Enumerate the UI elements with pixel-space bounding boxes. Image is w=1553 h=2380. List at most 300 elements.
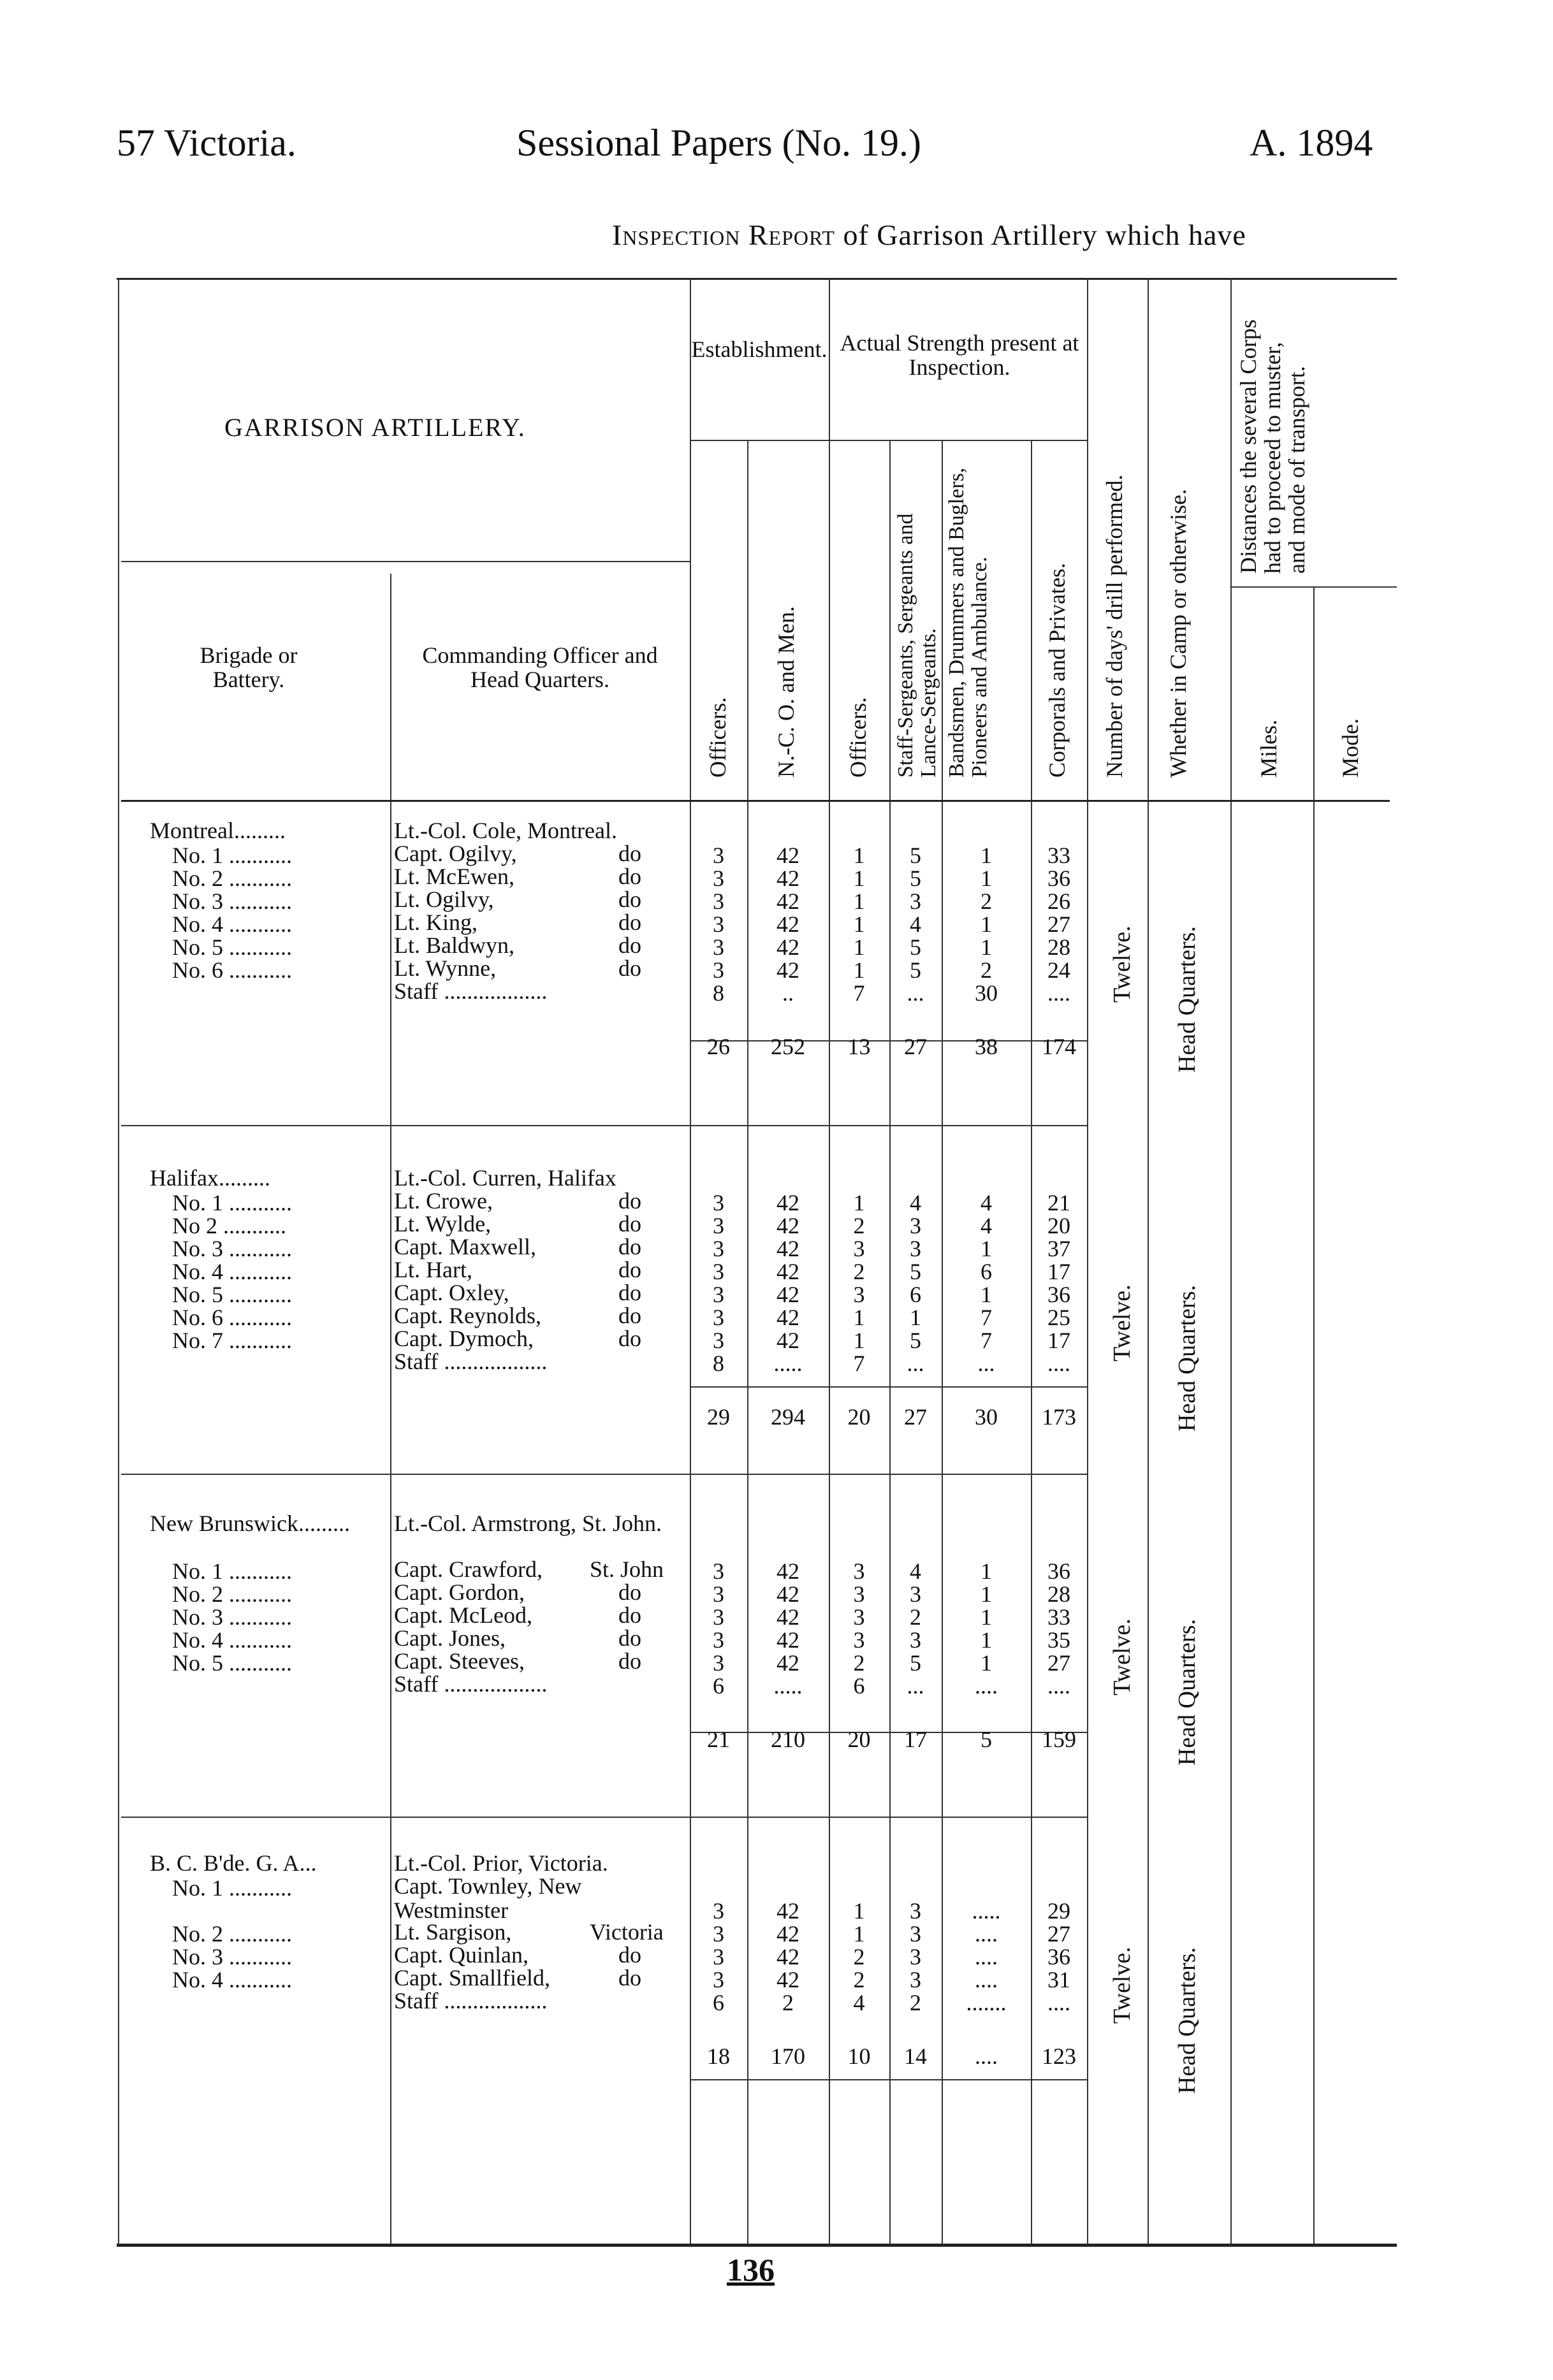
cell-ss: 5 bbox=[910, 843, 921, 868]
cell-ao: 1 bbox=[853, 1328, 865, 1353]
unit-label: No. 4 ........... bbox=[172, 911, 292, 937]
corporals-header: Corporals and Privates. bbox=[1044, 563, 1070, 778]
subtitle-rest: of Garrison Artillery which have bbox=[843, 219, 1246, 251]
cell-eo: 3 bbox=[713, 934, 724, 960]
cell-cp: .... bbox=[1047, 1673, 1070, 1699]
cell-eo: 3 bbox=[713, 889, 724, 914]
running-header-left: 57 Victoria. bbox=[117, 122, 296, 164]
officer-name: Lt. McEwen, bbox=[394, 865, 514, 889]
total-rule-bc bbox=[690, 2079, 1087, 2080]
cell-bd: .... bbox=[975, 1967, 998, 1992]
cell-bd: 1 bbox=[981, 1236, 992, 1261]
total-en: 294 bbox=[771, 1404, 805, 1430]
cell-ss: ... bbox=[907, 1351, 924, 1376]
officer-place: do bbox=[618, 1625, 641, 1651]
officer-name: Capt. Reynolds, bbox=[394, 1304, 541, 1328]
miles-header: Miles. bbox=[1256, 719, 1281, 778]
cell-bd: 30 bbox=[975, 980, 998, 1006]
total-eo: 29 bbox=[707, 1404, 730, 1430]
group-name: Montreal......... bbox=[150, 819, 286, 843]
officer-name: Capt. Oxley, bbox=[394, 1281, 509, 1305]
cell-en: 42 bbox=[776, 1921, 799, 1947]
officer-name: Capt. Ogilvy, bbox=[394, 842, 517, 866]
cell-en: 42 bbox=[776, 1967, 799, 1992]
cell-ss: 4 bbox=[910, 1558, 921, 1584]
unit-label: No. 1 ........... bbox=[172, 843, 292, 868]
cell-eo: 3 bbox=[713, 1944, 724, 1970]
cell-en: 42 bbox=[776, 1328, 799, 1353]
cell-eo: 6 bbox=[713, 1673, 724, 1699]
total-cp: 159 bbox=[1042, 1727, 1076, 1752]
officer-name: Staff .................. bbox=[394, 980, 548, 1004]
officer-place: do bbox=[618, 1648, 641, 1674]
cell-ss: 3 bbox=[910, 1627, 921, 1653]
total-ao: 13 bbox=[847, 1034, 871, 1059]
officer-place: Victoria bbox=[590, 1919, 664, 1945]
cell-eo: 3 bbox=[713, 1604, 724, 1630]
cell-en: ..... bbox=[773, 1351, 803, 1376]
officer-place: do bbox=[618, 1303, 641, 1328]
cell-bd: 6 bbox=[981, 1259, 992, 1284]
cell-ss: 5 bbox=[910, 1259, 921, 1284]
cell-ao: 1 bbox=[853, 911, 865, 937]
cell-bd: .... bbox=[975, 1944, 998, 1970]
officer-place: do bbox=[618, 1234, 641, 1259]
officer-name: Capt. Steeves, bbox=[394, 1650, 525, 1674]
officer-place: do bbox=[618, 1602, 641, 1628]
cell-eo: 3 bbox=[713, 1967, 724, 1992]
unit-label: No. 3 ........... bbox=[172, 1236, 292, 1261]
cell-en: ..... bbox=[773, 1673, 803, 1699]
unit-label: No. 2 ........... bbox=[172, 1921, 292, 1947]
cell-cp: 26 bbox=[1047, 889, 1070, 914]
cell-ss: 3 bbox=[910, 1213, 921, 1238]
header-rule-sub bbox=[690, 440, 1087, 441]
table-subtitle bbox=[612, 218, 1246, 252]
running-header-right: A. 1894 bbox=[1250, 122, 1373, 164]
cell-bd: .... bbox=[975, 1921, 998, 1947]
cell-cp: 36 bbox=[1047, 1558, 1070, 1584]
officer-place: do bbox=[618, 1280, 641, 1305]
cell-ao: 1 bbox=[853, 1305, 865, 1330]
total-ss: 14 bbox=[904, 2043, 927, 2069]
col-sep-commanding bbox=[390, 574, 391, 2244]
cell-cp: 24 bbox=[1047, 957, 1070, 983]
total-en: 170 bbox=[771, 2043, 805, 2069]
cell-ss: 5 bbox=[910, 1650, 921, 1676]
group-commander: Lt.-Col. Curren, Halifax bbox=[394, 1165, 616, 1191]
cell-ss: 3 bbox=[910, 889, 921, 914]
cell-ao: 1 bbox=[853, 843, 865, 868]
cell-ss: 3 bbox=[910, 1921, 921, 1947]
cell-eo: 3 bbox=[713, 843, 724, 868]
cell-ss: 4 bbox=[910, 1190, 921, 1215]
cell-bd: 1 bbox=[981, 1604, 992, 1630]
unit-label: No. 3 ........... bbox=[172, 1944, 292, 1970]
cell-eo: 3 bbox=[713, 1213, 724, 1238]
cell-ao: 3 bbox=[853, 1236, 865, 1261]
total-eo: 18 bbox=[707, 2043, 730, 2069]
cell-en: 42 bbox=[776, 1627, 799, 1653]
cell-bd: 4 bbox=[981, 1213, 992, 1238]
total-cp: 174 bbox=[1042, 1034, 1076, 1059]
officer-name: Capt. Dymoch, bbox=[394, 1327, 534, 1351]
mode-header: Mode. bbox=[1338, 718, 1363, 778]
cell-en: 42 bbox=[776, 1944, 799, 1970]
cell-ss: ... bbox=[907, 1673, 924, 1699]
total-bd: .... bbox=[975, 2043, 998, 2069]
officer-name: Capt. Townley, New Westminster bbox=[394, 1875, 582, 1923]
cell-ao: 2 bbox=[853, 1213, 865, 1238]
cell-eo: 3 bbox=[713, 866, 724, 891]
cell-ss: 2 bbox=[910, 1990, 921, 2015]
cell-ao: 3 bbox=[853, 1581, 865, 1607]
garrison-artillery-title: GARRISON ARTILLERY. bbox=[224, 413, 526, 442]
actual-strength-column-header: Actual Strength present at Inspection. bbox=[840, 330, 1079, 380]
cell-eo: 3 bbox=[713, 1627, 724, 1653]
cell-cp: 36 bbox=[1047, 866, 1070, 891]
establishment-column-header: Establishment. bbox=[691, 337, 828, 362]
cell-cp: 20 bbox=[1047, 1213, 1070, 1238]
cell-eo: 3 bbox=[713, 911, 724, 937]
cell-bd: 1 bbox=[981, 1627, 992, 1653]
cell-ss: 3 bbox=[910, 1944, 921, 1970]
total-en: 252 bbox=[771, 1034, 805, 1059]
days-drill-value: Twelve. bbox=[1109, 1618, 1135, 1695]
cell-bd: 1 bbox=[981, 1558, 992, 1584]
cell-bd: 1 bbox=[981, 1581, 992, 1607]
total-ss: 17 bbox=[904, 1727, 927, 1752]
officer-name: Capt. Quinlan, bbox=[394, 1943, 529, 1968]
cell-ss: 5 bbox=[910, 866, 921, 891]
cell-en: 42 bbox=[776, 1604, 799, 1630]
cell-ao: 1 bbox=[853, 1898, 865, 1924]
total-ao: 10 bbox=[847, 2043, 871, 2069]
cell-eo: 3 bbox=[713, 1305, 724, 1330]
cell-eo: 3 bbox=[713, 1921, 724, 1947]
cell-ss: 2 bbox=[910, 1604, 921, 1630]
cell-eo: 3 bbox=[713, 1259, 724, 1284]
officer-name: Capt. Gordon, bbox=[394, 1581, 525, 1605]
cell-en: 42 bbox=[776, 843, 799, 868]
cell-ao: 1 bbox=[853, 934, 865, 960]
header-rule-distances bbox=[1230, 586, 1397, 588]
cell-cp: 25 bbox=[1047, 1305, 1070, 1330]
cell-cp: 17 bbox=[1047, 1259, 1070, 1284]
unit-label: No. 3 ........... bbox=[172, 1604, 292, 1630]
cell-bd: 1 bbox=[981, 1282, 992, 1307]
cell-cp: 35 bbox=[1047, 1627, 1070, 1653]
officer-name: Staff .................. bbox=[394, 1673, 548, 1697]
header-rule-garrison bbox=[121, 561, 690, 562]
group-commander: Lt.-Col. Armstrong, St. John. bbox=[394, 1511, 662, 1536]
cell-en: .. bbox=[782, 980, 794, 1006]
cell-ss: 5 bbox=[910, 957, 921, 983]
unit-label: No. 4 ........... bbox=[172, 1967, 292, 1992]
cell-eo: 3 bbox=[713, 957, 724, 983]
cell-ao: 1 bbox=[853, 866, 865, 891]
officer-name: Lt. Wynne, bbox=[394, 957, 497, 981]
cell-cp: .... bbox=[1047, 980, 1070, 1006]
cell-bd: ....... bbox=[966, 1990, 1007, 2015]
cell-cp: 37 bbox=[1047, 1236, 1070, 1261]
cell-en: 42 bbox=[776, 1650, 799, 1676]
unit-label: No. 1 ........... bbox=[172, 1558, 292, 1584]
officer-place: do bbox=[618, 1188, 641, 1214]
unit-label: No. 7 ........... bbox=[172, 1328, 292, 1353]
group-commander: Lt.-Col. Prior, Victoria. bbox=[394, 1850, 608, 1876]
page-number: 136 bbox=[727, 2252, 775, 2288]
group-sep-3 bbox=[121, 1817, 1087, 1818]
cell-ss: 4 bbox=[910, 911, 921, 937]
est-nco-header: N.-C. O. and Men. bbox=[773, 606, 799, 778]
cell-eo: 8 bbox=[713, 1351, 724, 1376]
cell-eo: 3 bbox=[713, 1581, 724, 1607]
cell-en: 2 bbox=[782, 1990, 794, 2015]
bandsmen-header: Bandsmen, Drummers and Buglers, Pioneers and Ambulance. bbox=[945, 467, 991, 778]
cell-ao: 3 bbox=[853, 1604, 865, 1630]
total-eo: 21 bbox=[707, 1727, 730, 1752]
cell-bd: ... bbox=[977, 1351, 995, 1376]
cell-ao: 2 bbox=[853, 1650, 865, 1676]
unit-label: No. 4 ........... bbox=[172, 1259, 292, 1284]
cell-bd: 4 bbox=[981, 1190, 992, 1215]
camp-header: Whether in Camp or otherwise. bbox=[1165, 489, 1191, 778]
est-officers-header: Officers. bbox=[705, 697, 731, 778]
cell-ao: 3 bbox=[853, 1282, 865, 1307]
group-sep-2 bbox=[121, 1474, 1087, 1475]
group-sep-1 bbox=[121, 1125, 1087, 1126]
officer-place: do bbox=[618, 910, 641, 935]
cell-eo: 3 bbox=[713, 1236, 724, 1261]
cell-en: 42 bbox=[776, 1190, 799, 1215]
cell-cp: 29 bbox=[1047, 1898, 1070, 1924]
distances-header: Distances the several Corps had to proceed to muster, and mode of transport. bbox=[1236, 319, 1309, 574]
camp-value: Head Quarters. bbox=[1174, 1284, 1200, 1432]
cell-cp: .... bbox=[1047, 1990, 1070, 2015]
officer-name: Capt. McLeod, bbox=[394, 1604, 532, 1628]
cell-cp: 17 bbox=[1047, 1328, 1070, 1353]
cell-cp: 31 bbox=[1047, 1967, 1070, 1992]
cell-ss: 1 bbox=[910, 1305, 921, 1330]
cell-eo: 3 bbox=[713, 1282, 724, 1307]
total-ss: 27 bbox=[904, 1404, 927, 1430]
cell-bd: 7 bbox=[981, 1305, 992, 1330]
officer-place: St. John bbox=[590, 1556, 664, 1582]
cell-bd: ..... bbox=[972, 1898, 1001, 1924]
officer-name: Capt. Maxwell, bbox=[394, 1235, 536, 1259]
unit-label: No. 1 ........... bbox=[172, 1190, 292, 1215]
cell-en: 42 bbox=[776, 1581, 799, 1607]
col-sep-days bbox=[1087, 278, 1088, 2245]
cell-ao: 7 bbox=[853, 980, 865, 1006]
cell-cp: 27 bbox=[1047, 911, 1070, 937]
cell-ss: 5 bbox=[910, 934, 921, 960]
cell-ao: 1 bbox=[853, 889, 865, 914]
officer-place: do bbox=[618, 1579, 641, 1605]
officer-name: Lt. Crowe, bbox=[394, 1189, 493, 1214]
table-left-rule bbox=[118, 278, 119, 2245]
cell-en: 42 bbox=[776, 1305, 799, 1330]
unit-label: No. 5 ........... bbox=[172, 1282, 292, 1307]
cell-cp: 36 bbox=[1047, 1282, 1070, 1307]
subtitle-report-label: Inspection Report bbox=[612, 219, 835, 251]
cell-cp: 36 bbox=[1047, 1944, 1070, 1970]
cell-en: 42 bbox=[776, 1282, 799, 1307]
cell-ao: 7 bbox=[853, 1351, 865, 1376]
cell-cp: 27 bbox=[1047, 1650, 1070, 1676]
total-eo: 26 bbox=[707, 1034, 730, 1059]
officer-place: do bbox=[618, 1965, 641, 1991]
cell-ao: 3 bbox=[853, 1558, 865, 1584]
total-bd: 5 bbox=[981, 1727, 992, 1752]
unit-label: No. 2 ........... bbox=[172, 1581, 292, 1607]
officer-name: Capt. Smallfield, bbox=[394, 1966, 550, 1991]
officer-name: Lt. Hart, bbox=[394, 1258, 472, 1282]
cell-ao: 2 bbox=[853, 1967, 865, 1992]
cell-eo: 6 bbox=[713, 1990, 724, 2015]
cell-bd: 2 bbox=[981, 957, 992, 983]
cell-ao: 1 bbox=[853, 957, 865, 983]
total-bd: 30 bbox=[975, 1404, 998, 1430]
officer-place: do bbox=[618, 1942, 641, 1968]
cell-ss: 5 bbox=[910, 1328, 921, 1353]
officer-place: do bbox=[618, 864, 641, 889]
cell-ao: 1 bbox=[853, 1921, 865, 1947]
cell-cp: 33 bbox=[1047, 1604, 1070, 1630]
officer-name: Lt. Ogilvy, bbox=[394, 888, 494, 912]
total-cp: 123 bbox=[1042, 2043, 1076, 2069]
act-officers-header: Officers. bbox=[845, 697, 871, 778]
running-header-center: Sessional Papers (No. 19.) bbox=[516, 122, 921, 164]
cell-cp: 28 bbox=[1047, 1581, 1070, 1607]
cell-en: 42 bbox=[776, 1898, 799, 1924]
officer-place: do bbox=[618, 887, 641, 912]
cell-cp: 21 bbox=[1047, 1190, 1070, 1215]
cell-cp: .... bbox=[1047, 1351, 1070, 1376]
officer-name: Lt. Baldwyn, bbox=[394, 934, 514, 958]
cell-bd: 1 bbox=[981, 866, 992, 891]
total-bd: 38 bbox=[975, 1034, 998, 1059]
unit-label: No. 3 ........... bbox=[172, 889, 292, 914]
cell-ss: 3 bbox=[910, 1967, 921, 1992]
cell-ao: 2 bbox=[853, 1259, 865, 1284]
camp-value: Head Quarters. bbox=[1174, 1947, 1200, 2094]
total-en: 210 bbox=[771, 1727, 805, 1752]
cell-bd: 1 bbox=[981, 934, 992, 960]
days-drill-value: Twelve. bbox=[1109, 1947, 1135, 2024]
camp-value: Head Quarters. bbox=[1174, 1618, 1200, 1766]
unit-label: No. 4 ........... bbox=[172, 1627, 292, 1653]
officer-place: do bbox=[618, 1326, 641, 1351]
unit-label: No. 2 ........... bbox=[172, 866, 292, 891]
total-ao: 20 bbox=[847, 1404, 871, 1430]
table-bottom-rule bbox=[117, 2244, 1397, 2247]
cell-cp: 33 bbox=[1047, 843, 1070, 868]
cell-ao: 2 bbox=[853, 1944, 865, 1970]
days-drill-header: Number of days' drill performed. bbox=[1102, 474, 1127, 778]
cell-eo: 3 bbox=[713, 1650, 724, 1676]
cell-en: 42 bbox=[776, 889, 799, 914]
header-bottom-rule bbox=[121, 800, 1390, 802]
officer-name: Lt. Sargison, bbox=[394, 1920, 512, 1945]
commanding-column-header: Commanding Officer and Head Quarters. bbox=[422, 642, 658, 692]
cell-ao: 1 bbox=[853, 1190, 865, 1215]
total-ss: 27 bbox=[904, 1034, 927, 1059]
cell-en: 42 bbox=[776, 911, 799, 937]
table-top-rule bbox=[117, 278, 1397, 280]
total-ao: 20 bbox=[847, 1727, 871, 1752]
col-sep-miles bbox=[1230, 278, 1232, 2245]
cell-ao: 4 bbox=[853, 1990, 865, 2015]
cell-en: 42 bbox=[776, 1213, 799, 1238]
unit-label: No. 1 ........... bbox=[172, 1875, 292, 1901]
staff-sergeants-header: Staff-Sergeants, Sergeants and Lance-Sergeants. bbox=[894, 513, 940, 778]
cell-eo: 8 bbox=[713, 980, 724, 1006]
cell-ss: 3 bbox=[910, 1898, 921, 1924]
unit-label: No 2 ........... bbox=[172, 1213, 286, 1238]
officer-name: Staff .................. bbox=[394, 1350, 548, 1374]
group-commander: Lt.-Col. Cole, Montreal. bbox=[394, 818, 617, 843]
cell-en: 42 bbox=[776, 1259, 799, 1284]
cell-en: 42 bbox=[776, 1558, 799, 1584]
cell-en: 42 bbox=[776, 866, 799, 891]
cell-bd: 2 bbox=[981, 889, 992, 914]
days-drill-value: Twelve. bbox=[1109, 1284, 1135, 1361]
unit-label: No. 5 ........... bbox=[172, 934, 292, 960]
cell-eo: 3 bbox=[713, 1328, 724, 1353]
officer-place: do bbox=[618, 955, 641, 981]
group-name: B. C. B'de. G. A... bbox=[150, 1852, 317, 1876]
group-name: Halifax......... bbox=[150, 1166, 270, 1191]
total-cp: 173 bbox=[1042, 1404, 1076, 1430]
cell-ss: 3 bbox=[910, 1236, 921, 1261]
officer-name: Staff .................. bbox=[394, 1989, 548, 2014]
officer-name: Capt. Jones, bbox=[394, 1627, 506, 1651]
cell-ao: 3 bbox=[853, 1627, 865, 1653]
officer-name: Lt. King, bbox=[394, 911, 478, 935]
unit-label: No. 6 ........... bbox=[172, 1305, 292, 1330]
officer-place: do bbox=[618, 932, 641, 958]
cell-bd: 7 bbox=[981, 1328, 992, 1353]
officer-place: do bbox=[618, 841, 641, 866]
camp-value: Head Quarters. bbox=[1174, 925, 1200, 1073]
col-sep-mode bbox=[1313, 586, 1315, 2244]
cell-eo: 3 bbox=[713, 1898, 724, 1924]
cell-en: 42 bbox=[776, 934, 799, 960]
cell-en: 42 bbox=[776, 1236, 799, 1261]
days-drill-value: Twelve. bbox=[1109, 925, 1135, 1003]
cell-eo: 3 bbox=[713, 1190, 724, 1215]
col-sep-camp bbox=[1148, 278, 1149, 2245]
officer-place: do bbox=[618, 1211, 641, 1237]
officer-name: Capt. Crawford, bbox=[394, 1558, 543, 1582]
unit-label: No. 5 ........... bbox=[172, 1650, 292, 1676]
cell-ao: 6 bbox=[853, 1673, 865, 1699]
cell-en: 42 bbox=[776, 957, 799, 983]
cell-ss: 3 bbox=[910, 1581, 921, 1607]
group-name: New Brunswick......... bbox=[150, 1512, 350, 1536]
cell-eo: 3 bbox=[713, 1558, 724, 1584]
officer-name: Lt. Wylde, bbox=[394, 1212, 492, 1237]
total-rule-halifax bbox=[690, 1386, 1087, 1388]
cell-cp: 28 bbox=[1047, 934, 1070, 960]
officer-place: do bbox=[618, 1257, 641, 1282]
cell-ss: 6 bbox=[910, 1282, 921, 1307]
cell-bd: 1 bbox=[981, 911, 992, 937]
brigade-column-header: Brigade or Battery. bbox=[200, 642, 298, 692]
cell-bd: 1 bbox=[981, 1650, 992, 1676]
